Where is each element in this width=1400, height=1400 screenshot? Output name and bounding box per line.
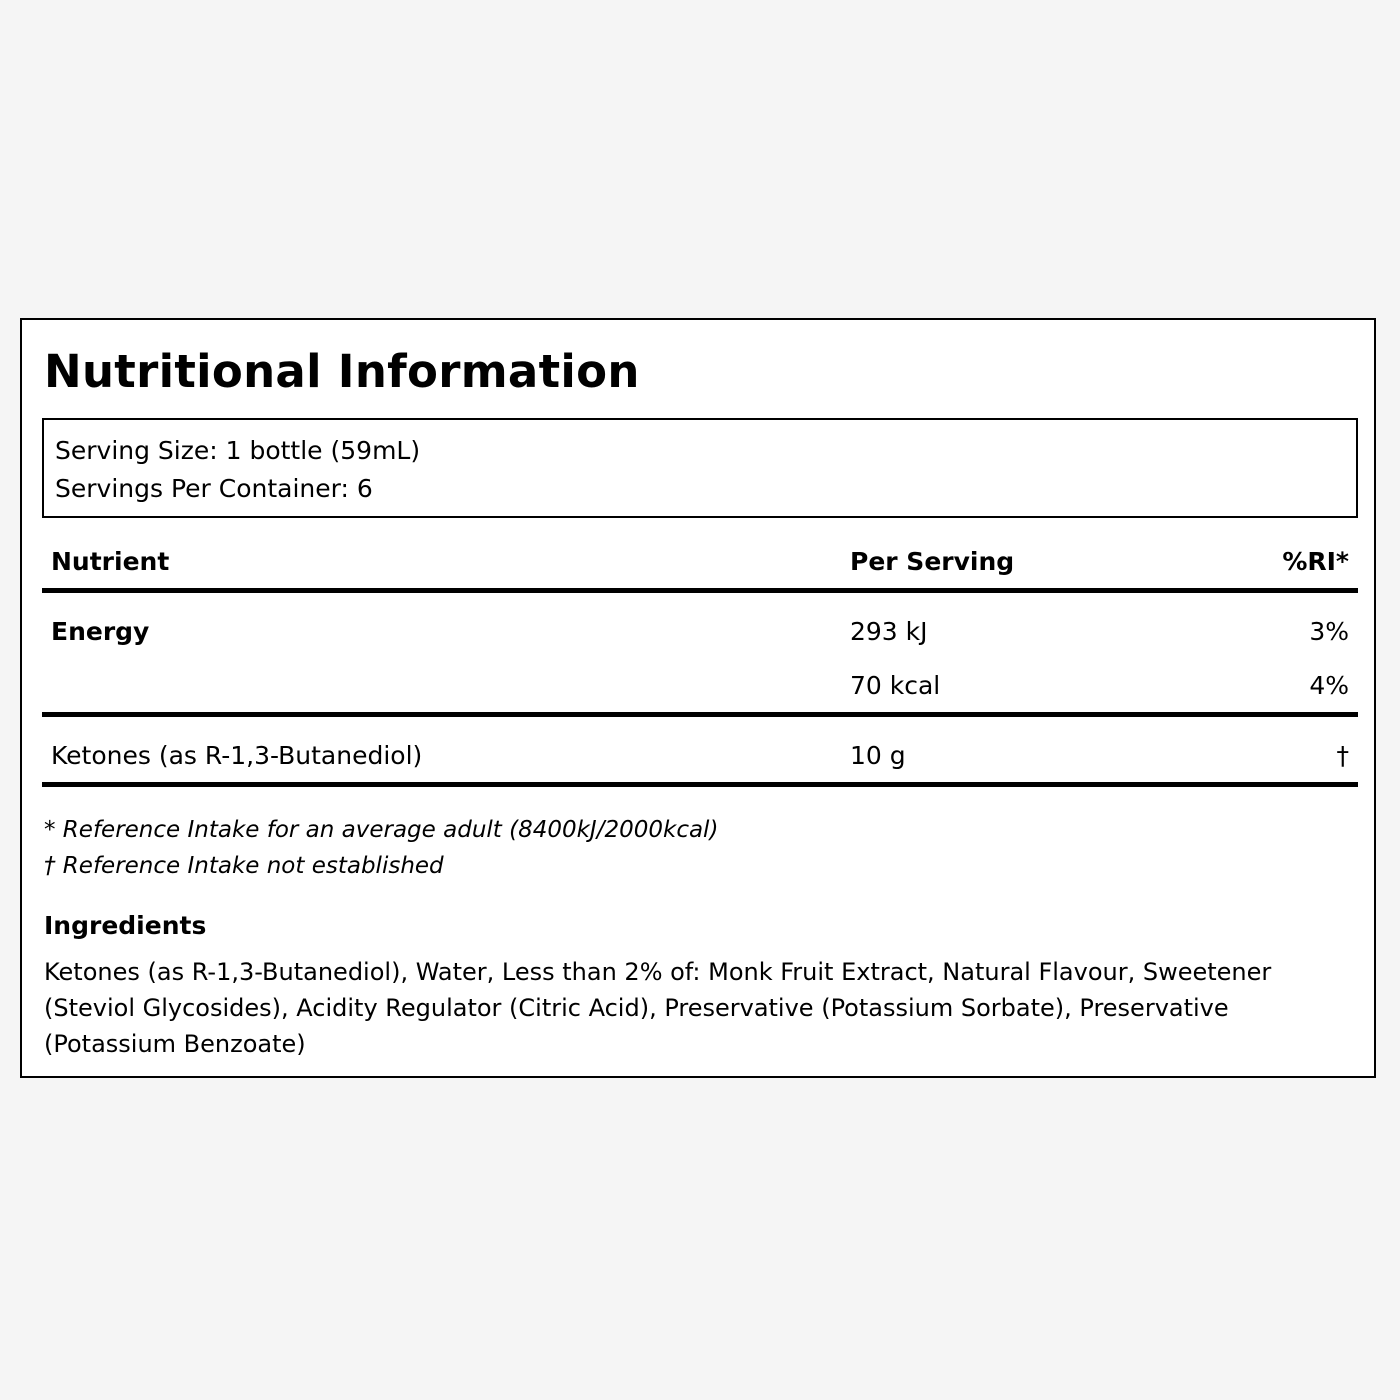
nutrition-label: [20, 318, 1376, 1078]
header-ri: %RI*: [1282, 547, 1349, 576]
row-name-energy: Energy: [51, 617, 150, 646]
ingredients-heading: Ingredients: [44, 911, 207, 940]
row-name-ketones: Ketones (as R-1,3-Butanediol): [51, 741, 423, 770]
ingredients-list: Ketones (as R-1,3-Butanediol), Water, Less than 2% of: Monk Fruit Extract, Natural Flavour, Sweetener (Steviol Glycosides), Acidity Regulator (Citric Acid), Preservative (Potassium Sorbate), Preservative (Potassium Benzoate): [44, 958, 1272, 1058]
footnote-reference-intake: * Reference Intake for an average adult (8400kJ/2000kcal): [44, 817, 719, 843]
ketones-ri: †: [1336, 741, 1349, 770]
servings-per-container: Servings Per Container: 6: [55, 474, 373, 503]
energy-kj-ri: 3%: [1309, 617, 1349, 646]
label-title: Nutritional Information: [44, 345, 640, 398]
footnote-not-established: † Reference Intake not established: [44, 853, 444, 879]
header-divider: [42, 588, 1358, 593]
ketones-value: 10 g: [850, 741, 906, 770]
energy-kcal-value: 70 kcal: [850, 671, 941, 700]
footnotes: [44, 812, 718, 884]
row-divider: [42, 712, 1358, 717]
energy-kcal-ri: 4%: [1309, 671, 1349, 700]
serving-size: Serving Size: 1 bottle (59mL): [55, 436, 421, 465]
energy-kj-value: 293 kJ: [850, 617, 928, 646]
header-per-serving: Per Serving: [850, 547, 1015, 576]
header-nutrient: Nutrient: [51, 547, 170, 576]
serving-info-box: [42, 418, 1358, 518]
table-bottom-divider: [42, 782, 1358, 787]
